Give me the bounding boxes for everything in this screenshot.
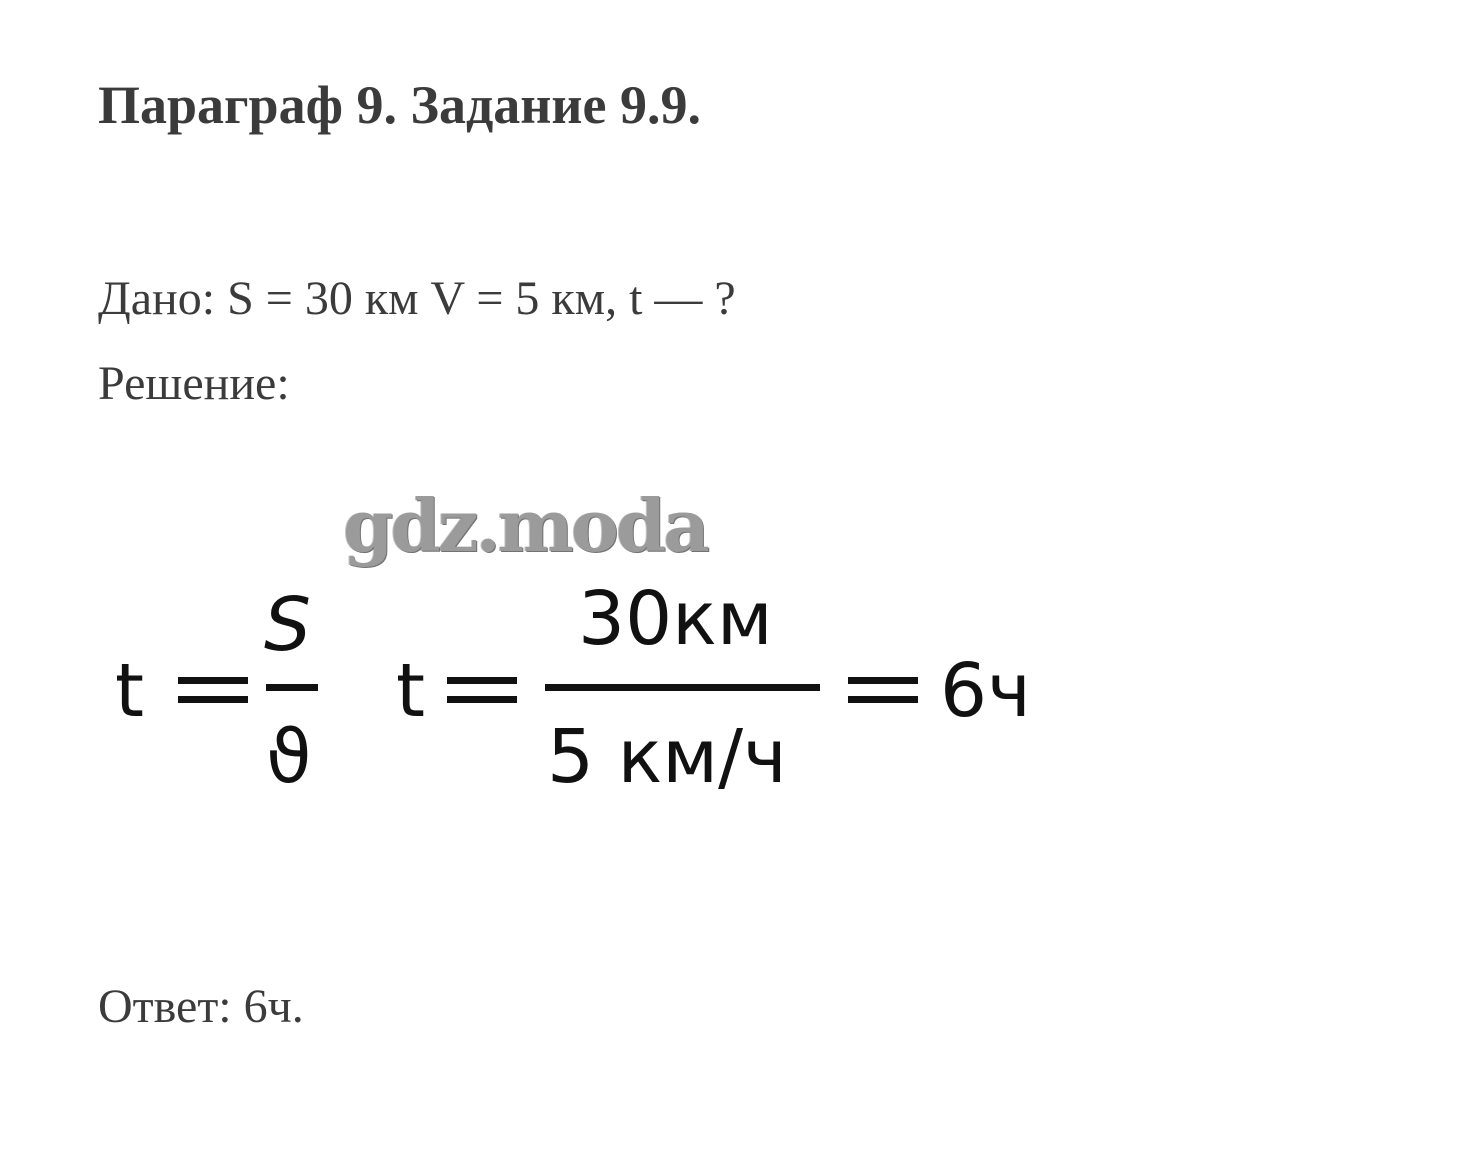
equals-sign-2: [447, 677, 517, 703]
formula-lhs-var-2: t: [396, 648, 426, 734]
formula-numeric-numerator: 30км: [578, 576, 773, 662]
formula-result: 6ч: [940, 648, 1031, 734]
answer-text: Ответ: 6ч.: [98, 980, 304, 1033]
fraction-bar-numeric: [545, 684, 820, 691]
watermark-logo: gdz.moda: [343, 483, 707, 568]
equals-sign-3: [848, 677, 918, 703]
formula-general-denominator: ϑ: [266, 714, 312, 800]
formula-lhs-var: t: [115, 648, 145, 734]
fraction-bar-general: [266, 684, 318, 691]
solution-label: Решение:: [98, 357, 290, 410]
page-title: Параграф 9. Задание 9.9.: [98, 75, 701, 135]
equals-sign-1: [178, 677, 248, 703]
formula-general-numerator: S: [264, 582, 311, 668]
given-text: Дано: S = 30 км V = 5 км, t — ?: [98, 272, 736, 325]
formula-numeric-denominator: 5 км/ч: [547, 714, 787, 800]
